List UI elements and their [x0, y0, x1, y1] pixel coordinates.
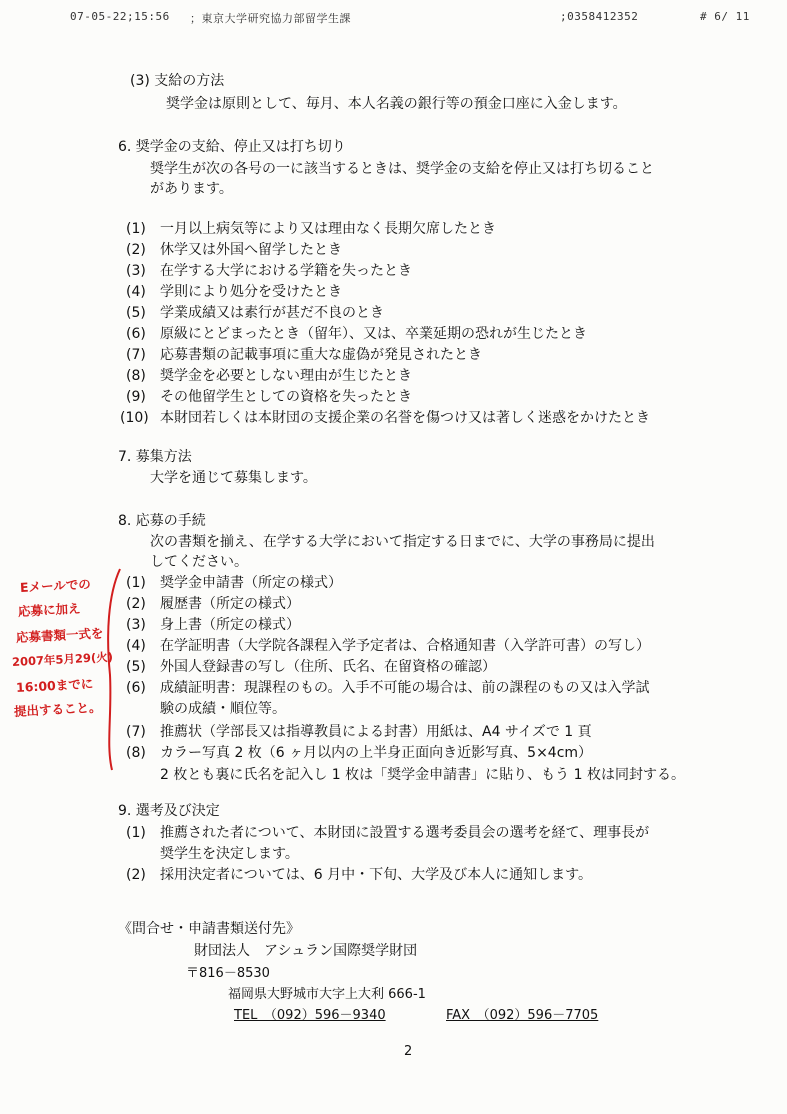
section-3-heading: (3) 支給の方法	[130, 73, 225, 89]
section-8-intro-line1: 次の書類を揃え、在学する大学において指定する日までに、大学の事務局に提出	[150, 534, 655, 550]
handwritten-note-line: 16:00までに	[15, 675, 94, 695]
section-6-item: (7) 応募書類の記載事項に重大な虚偽が発見されたとき	[126, 347, 482, 363]
section-8-heading: 8. 応募の手続	[118, 513, 206, 529]
section-7-text: 大学を通じて募集します。	[150, 470, 317, 486]
section-8-intro-line2: してください。	[150, 554, 248, 570]
section-6-item: (2) 休学又は外国へ留学したとき	[126, 242, 342, 258]
handwritten-note-line: 応募に加え	[17, 600, 81, 619]
contact-fax: FAX （092）596－7705	[446, 1008, 599, 1023]
section-6-item: (10) 本財団若しくは本財団の支援企業の名誉を傷つけ又は著しく迷惑をかけたとき	[120, 410, 650, 426]
section-8-item-continued: 験の成績・順位等。	[160, 701, 286, 717]
section-8-item: (8) カラー写真 2 枚（6 ヶ月以内の上半身正面向き近影写真、5×4cm）	[126, 745, 593, 761]
section-8-item: (3) 身上書（所定の様式）	[126, 617, 300, 633]
handwritten-note-line: 応募書類一式を	[15, 625, 104, 645]
section-6-item: (4) 学則により処分を受けたとき	[126, 284, 342, 300]
contact-tel: TEL （092）596－9340	[234, 1008, 386, 1023]
section-8-item: (2) 履歴書（所定の様式）	[126, 596, 300, 612]
section-6-item: (3) 在学する大学における学籍を失ったとき	[126, 263, 412, 279]
section-6-item: (5) 学業成績又は素行が甚だ不良のとき	[126, 305, 384, 321]
handwritten-bracket	[98, 565, 126, 775]
section-8-item: (5) 外国人登録書の写し（住所、氏名、在留資格の確認）	[126, 659, 496, 675]
section-6-item: (9) その他留学生としての資格を失ったとき	[126, 389, 412, 405]
section-9-item: (1) 推薦された者について、本財団に設置する選考委員会の選考を経て、理事長が	[126, 825, 650, 841]
fax-page: # 6/ 11	[700, 10, 750, 23]
section-9-heading: 9. 選考及び決定	[118, 803, 220, 819]
section-6-intro-line1: 奨学生が次の各号の一に該当するときは、奨学金の支給を停止又は打ち切ること	[150, 161, 654, 177]
section-6-item: (8) 奨学金を必要としない理由が生じたとき	[126, 368, 412, 384]
section-8-item: (1) 奨学金申請書（所定の様式）	[126, 575, 342, 591]
handwritten-note-line: 提出すること。	[13, 699, 102, 719]
section-6-item: (1) 一月以上病気等により又は理由なく長期欠席したとき	[126, 221, 496, 237]
section-8-item: (4) 在学証明書（大学院各課程入学予定者は、合格通知書（入学許可書）の写し）	[126, 638, 650, 654]
fax-timestamp: 07-05-22;15:56	[70, 10, 170, 23]
fax-number: ;0358412352	[560, 10, 639, 23]
contact-organization: 財団法人 アシュラン国際奨学財団	[194, 943, 418, 959]
section-8-item: (7) 推薦状（学部長又は指導教員による封書）用紙は、A4 サイズで 1 頁	[126, 724, 592, 740]
contact-address: 福岡県大野城市大字上大利 666-1	[228, 987, 426, 1002]
contact-postal-code: 〒816－8530	[186, 966, 270, 981]
page-number: 2	[404, 1044, 413, 1059]
handwritten-note-line: 2007年5月29(火)	[11, 649, 114, 669]
section-9-item-continued: 奨学生を決定します。	[160, 846, 299, 862]
section-8-item: (6) 成績証明書：現課程のもの。入手不可能の場合は、前の課程のもの又は入学試	[126, 680, 650, 696]
contact-heading: 《問合せ・申請書類送付先》	[118, 921, 300, 937]
section-7-heading: 7. 募集方法	[118, 449, 192, 465]
fax-sender: ；東京大学研究協力部留学生課	[190, 12, 351, 25]
handwritten-note-line: Eメールでの	[19, 576, 92, 595]
section-6-intro-line2: があります。	[150, 181, 233, 197]
section-3-text: 奨学金は原則として、毎月、本人名義の銀行等の預金口座に入金します。	[166, 96, 627, 112]
section-9-item: (2) 採用決定者については、6 月中・下旬、大学及び本人に通知します。	[126, 867, 592, 883]
section-6-heading: 6. 奨学金の支給、停止又は打ち切り	[118, 139, 346, 155]
section-6-item: (6) 原級にとどまったとき（留年）、又は、卒業延期の恐れが生じたとき	[126, 326, 587, 342]
section-8-item-continued: 2 枚とも裏に氏名を記入し 1 枚は「奨学金申請書」に貼り、もう 1 枚は同封する。	[160, 767, 685, 783]
